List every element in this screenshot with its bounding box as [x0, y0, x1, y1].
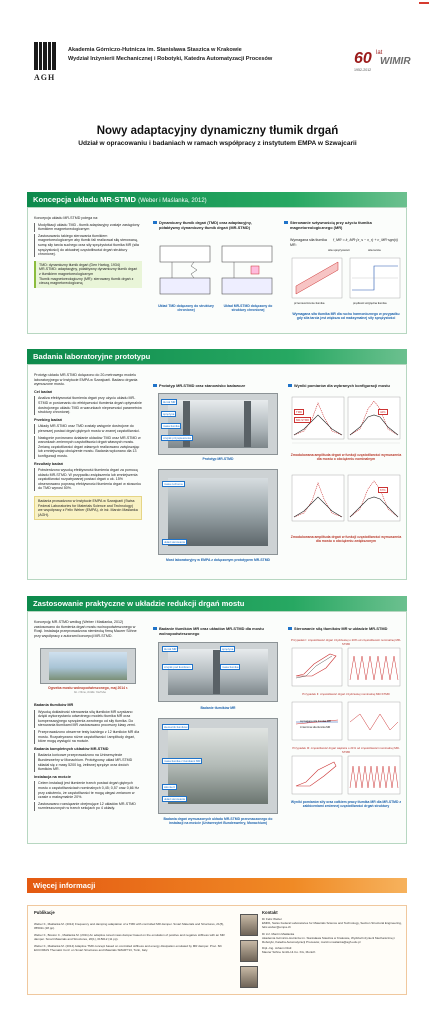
damper-photo-label-3: czujnik pod tłumikiem	[164, 665, 191, 669]
mrstmd-photo-label-3: siłomierz	[164, 785, 176, 789]
chart2-reduction-label: 67%	[380, 488, 386, 492]
section-practical-title: Zastosowanie praktyczne w układzie redukcji drgań mostu	[33, 599, 245, 608]
contact-name-3: Dipl.-Ing. Johann Distl	[262, 946, 292, 951]
def-mrstmd: MR-STMD: adaptacyjny, półaktywny dynamiczny tłumik drgań z tłumikiem magnetoreologicznym	[39, 267, 138, 276]
section-concept-note: (Weber i Maślanka, 2012)	[138, 198, 207, 204]
legend-required-force: wymagana siła tłumika MR	[300, 720, 331, 723]
formula-label: Wymagana siła tłumika MR:	[290, 238, 327, 247]
concept-bullet-1: Modyfikacji układu TMD - tłumik adaptacyjny zostaje zastąpiony tłumikiem magnetoreologicznym	[34, 223, 142, 232]
force-chart-2-title: Przypadek II: częstotliwość drgań trzydziestej nominalnej MR-STMD	[302, 692, 390, 696]
mrstmd-photo-label-2: masa tłumika z tłumikami MR	[164, 759, 201, 763]
publication-1: Weber F., Maślanka M. (2012) Frequency and damping adaptation of a TMD with controlled MR damper. Smart Materials and Structures, 21(5), 055011 (18 pp).	[34, 922, 225, 930]
damper-photo-label-1: tłumik MR	[164, 647, 177, 651]
def-mr: Tłumik magnetoreologiczny (MR): sterowany tłumik drgań z cieczą magnetoreologiczną	[39, 276, 134, 286]
photo-label-spring: sprężyna	[163, 412, 175, 416]
section-concept-title: Koncepcja układu MR-STMD	[33, 195, 136, 204]
practical-intro: Koncepcję MR-STMD według (Weber i Maślanka, 2012) zastosowano do tłumienia drgań mostu wolnopodwieszonego w Rosji. Instalacja przeprowadzona niemiecką firmą Maurer Söhne przy współpracy z autorami koncepcji MR-STMD.	[34, 620, 137, 638]
contact-detail-1: EMPA, Swiss Federal Laboratories for Materials Science and Technology, Section Structural Engineering, felix.weber@empa.ch	[262, 920, 402, 929]
mrstmd-test-caption: Badania drgań wymuszonych układu MR-STMD przeznaczonego do instalacji na moście (Uniwersytet Bundeswehry, Monachium)	[163, 817, 273, 826]
contact-name-1: Dr Felix Weber	[262, 917, 282, 921]
contact-name-2: Dr inż. Marcin Maślanka	[262, 931, 295, 936]
university-name: Akademia Górniczo-Hutnicza im. Stanisława Staszica w Krakowie	[68, 47, 242, 53]
tmd-diagram	[158, 242, 278, 302]
contact-detail-2: Akademia Górniczo-Hutnicza im. Stanisława Staszica w Krakowie, Wydział Inżynierii Mechanicznej i Robotyki, Katedra Automatyzacji Procesów, marcin.maslanka@agh.edu.pl	[262, 935, 395, 944]
publications-heading: Publikacje	[34, 910, 55, 915]
mrstmd-photo-label-1: sterownik tłumików	[164, 725, 188, 729]
bridge-photo-source: fot. z filmu, źródło: YouTube	[74, 691, 106, 694]
photo-label-moving-mass: masa ruchoma	[164, 482, 183, 486]
portrait-2	[240, 940, 258, 962]
section-practical-header	[27, 596, 407, 611]
legend-measured-force: zmierzona siła tłumika MR	[300, 726, 331, 729]
publication-3: Weber F., Maślanka M. (2014) Adaptive TMD concept based on controlled stiffness and energy dissipation emulated by MR damper. Proc. 6th ECCOMAS Thematic Conf. on Smart Structures and Materials SMART'13, Turin, Italy.	[34, 943, 222, 952]
mrstmd-caption: Układ MR-STMD dołączony do struktury chronionej	[223, 304, 273, 313]
concept-intro: Koncepcja układu MR-STMD polega na:	[34, 216, 99, 220]
damper-tests-text-2: Przeprowadzono obszerne testy każdego z 12 tłumików MR dla mostu. Rozpatrywano różne częstotliwości i amplitudy drgań, które mogą wystąpić na moście.	[34, 730, 142, 744]
lab-results-text: Potwierdzono wysoką efektywność tłumienia drgań za pomocą układu MR-STMD. W przypadku zwiększenia lub zmniejszenia częstotliwości rozpatrywanej postaci drgań o ok. 15% obserwowano poprawę efektywności tłumienia drgań w stosunku do TMD wynosi 50%.	[34, 468, 142, 491]
corner-mark	[419, 2, 429, 4]
lab-goal-heading: Cel badań	[34, 389, 53, 394]
def-tmd: TMD: dynamiczny tłumik drgań (Den Hartog, 1934)	[39, 262, 121, 267]
chart1-mrstmd-label: MR-STMD	[296, 418, 310, 422]
practical-col2-heading: Sterowanie siłą tłumików MR w układzie MR-STMD	[288, 626, 406, 631]
damper-photo-label-2: sprężyna	[222, 647, 234, 651]
lab-chart-nominal-caption: Zmodulowana amplituda drgań w funkcji częstotliwości wymuszenia dla mostu o obciążeniu nominalnym	[290, 453, 402, 462]
force-chart-3	[290, 754, 402, 796]
poster-title: Nowy adaptacyjny dynamiczny tłumik drgań	[96, 125, 339, 137]
plot-left-label: przemieszczenie tłumika	[294, 301, 325, 305]
section-concept-body	[27, 207, 407, 334]
installation-text-2: Zastosowano rozwiązanie obejmujące 12 układów MR-STMD rozmieszczonych w trzech sekcjach po 4 układy.	[34, 802, 142, 811]
practical-col1-heading: Badanie tłumików MR oraz układów MR-STMD dla mostu wolnopodwieszonego	[153, 626, 275, 636]
poster-header	[34, 42, 411, 86]
concept-col1-heading: Dynamiczny tłumik drgań (TMD) oraz adaptacyjny, półaktywny dynamiczny tłumik drgań (MR-STMD)	[153, 220, 273, 230]
anniversary-logo	[354, 50, 411, 74]
photo-label-controller: układ sterowania	[164, 540, 185, 544]
prototype-caption: Prototyp MR-STMD	[202, 457, 234, 461]
section-info-title: Więcej informacji	[33, 881, 96, 890]
damper-tests-text-1: Wysoką dokładność sterowania siłą tłumików MR uzyskano dzięki wykorzystaniu odwrotnego modelu tłumika MR oraz kompensacyjnego sprzężenia zwrotnego od siły tłumika. Do sterowania tłumikami MR zastosowano procesory klasy zemi.	[34, 710, 142, 728]
concept-col2-heading: Sterowanie sztywnością przy użyciu tłumika magnetoreologicznego (MR)	[284, 220, 404, 230]
lab-col1-heading: Prototyp MR-STMD oraz stanowisko badawcze	[153, 383, 273, 388]
publications	[34, 910, 234, 952]
lab-goal-text: Analiza efektywności tłumienia drgań przy użyciu układu MR-STMD w porównaniu do efektywności tłumienia drgań optymalnie dostrojonego układu TMD w warunkach niepewności parametrów struktury chronionej.	[34, 396, 142, 414]
force-chart-1	[290, 646, 402, 688]
force-plot-caption: Wymagana siła tłumika MR dla ruchu harmonicznego w przypadku gdy siła tarcia jest większa od maksymalnej siły sprężystości	[292, 312, 400, 321]
institution-lines	[68, 46, 272, 64]
concept-text	[34, 216, 142, 288]
lab-results-heading: Rezultaty badań	[34, 461, 64, 466]
section-practical-body	[27, 611, 407, 844]
lab-course-heading: Przebieg badań	[34, 417, 63, 422]
section-lab-body	[27, 364, 407, 580]
bridge-photo	[40, 648, 136, 684]
formula-friction-label: siła tarcia	[368, 248, 381, 252]
portrait-1	[240, 914, 258, 936]
contact	[262, 910, 402, 955]
concept-bullet-2: Zastosowaniu takiego sterowania tłumikiem magnetoreologicznym aby tłumik fali realizował siłę sterowaną, sumę siły tarcia suchego oraz siły sprężystości tłumika MR (siła sprężystości) do aktualnej częstotliwości drgań struktury chronionej.	[34, 234, 142, 257]
photo-label-mass: masa tłumika	[163, 424, 180, 428]
force-chart-1-title: Przypadek I: częstotliwość drgań trzydziestej o 20% od częstotliwości nominalnej MR-STMD	[291, 638, 401, 646]
lab-chart-increased-caption: Zmodulowana amplituda drgań w funkcji częstotliwości wymuszenia dla mostu o obciążeniu zwiększonym	[290, 535, 402, 544]
photo-label-mr-damper: tłumik MR	[163, 400, 176, 404]
contact-heading: Kontakt	[262, 910, 278, 915]
contact-detail-3: Maurer Söhne GmbH & Co. KG, Munich	[262, 950, 316, 955]
chart1-reduction-label: 44%	[380, 410, 386, 414]
force-plots	[290, 256, 402, 306]
lab-intro: Prototyp układu MR-STMD dołączono do 20-metrowego modelu laboratoryjnego w Instytucie EMPA w Szwajcarii. Badano drgania wymuszone mostu.	[34, 373, 138, 387]
publication-2: Weber F., Boston C., Maślanka M. (2011) An adaptive tuned mass damper based on the emulation of positive and negative stiffness with an MR damper. Smart Materials and Structures, 20(1), 015012 (11 pp).	[34, 932, 225, 941]
chart1-tmd-label: TMD	[296, 410, 303, 414]
practical-details	[34, 700, 142, 813]
installation-heading: Instalacja na moście	[34, 774, 71, 779]
anniversary-brand: WIMIR	[380, 56, 411, 67]
damper-test-caption: Badanie tłumików MR	[200, 706, 236, 710]
bridge-photo-caption: Ogrzeba mostu wolnopodwieszonego, maj 2014 r.	[47, 686, 129, 690]
anniversary-number: 60	[354, 50, 372, 67]
practical-text	[34, 620, 142, 638]
force-chart-3-title: Przypadek III: częstotliwość drgań większa o 21% od częstotliwości nominalnej MR-STMD	[292, 746, 400, 754]
poster-subtitle: Udział w opracowaniu i badaniach w ramach współpracy z instytutem EMPA w Szwajcarii	[78, 140, 357, 147]
anniversary-suffix: lat	[376, 50, 383, 56]
plot-right-label: prędkość względna tłumika	[353, 301, 387, 305]
mrstmd-photo-label-4: układ sterowania	[164, 797, 185, 801]
lab-chart-nominal	[290, 395, 402, 451]
complete-tests-heading: Badania kompletnych układów MR-STMD	[34, 746, 109, 751]
lab-text	[34, 373, 142, 520]
lab-course-1: Układy MR-STMD oraz TMD zostały wstępnie dostrojone do pierwszej postaci drgań giętnych mostu w znanej częstotliwości.	[34, 424, 142, 433]
installation-text-1: Celem instalacji jest tłumienie trzech postaci drgań giętnych mostu o częstotliwościach nominalnych 0,45; 0,57 oraz 0,66 Hz przy założeniu, że częstotliwości te mogą ulegać zmianom w czasie o maksymalnie 20%.	[34, 781, 142, 799]
concept-definitions	[34, 261, 142, 288]
force-formula: f_MR = k_MR·(x_s − x_r) + c_MR·sgn(ẋ)	[333, 238, 398, 242]
lab-bridge-caption: Most laboratoryjny w EMPA z dołączonym prototypem MR-STMD	[166, 558, 270, 562]
damper-tests-heading: Badania tłumików MR	[34, 703, 74, 707]
section-lab-title: Badania laboratoryjne prototypu	[33, 352, 151, 361]
photo-label-sensor: czujnik przyspieszenia	[163, 436, 191, 440]
lab-chart-increased	[290, 473, 402, 533]
section-lab-header	[27, 349, 407, 364]
lab-cooperation-note: Badania prowadzono w Instytucie EMPA w Szwajcarii (Swiss Federal Laboratories for Materials Science and Technology) we współpracy z Felix Weber (EMPA), dr inż. Marcin Maślanka (AGH).	[34, 496, 142, 520]
anniversary-years: 1952-2012	[354, 68, 372, 72]
force-charts-caption: Wyniki pomiarów siły oraz całkiem pracy tłumika MR dla MR-STMD z zakłóceniami zmiennej częstotliwości drgań struktury	[290, 800, 402, 809]
lab-col2-heading: Wyniki pomiarów dla wybranych konfiguracji mostu	[288, 383, 406, 388]
faculty-name: Wydział Inżynierii Mechanicznej i Robotyki, Katedra Automatyzacji Procesów	[68, 56, 273, 62]
tmd-caption: Układ TMD dołączony do struktury chronionej	[158, 304, 214, 313]
agh-logo	[34, 42, 56, 86]
formula-spring-label: siła sprężystości	[328, 248, 350, 252]
portrait-3	[240, 966, 258, 988]
complete-tests-text: Badania końcowe przeprowadzono na Uniwersytecie Bundeswehry w Monachium. Prototypowy układ MR-STMD składał się z masy 5200 kg, żeliwnej sprężyn oraz dwóch tłumików MR.	[34, 753, 142, 771]
section-concept-header	[27, 192, 407, 207]
damper-photo-label-4: masa tłumika	[222, 665, 239, 669]
agh-logo-text: AGH	[34, 73, 56, 82]
section-info-body	[27, 905, 407, 995]
lab-course-2: Następnie porównano działanie układów TMD oraz MR-STMD w warunkach zmiennych częstotliwości drgań własnych mostu. Zmianę częstotliwości drgań własnych realizowano zwiększając lub zmniejszając obciążenie mostu. Badania wykonano dla 13 konfiguracji mostu.	[34, 436, 142, 459]
section-info-header	[27, 878, 407, 893]
